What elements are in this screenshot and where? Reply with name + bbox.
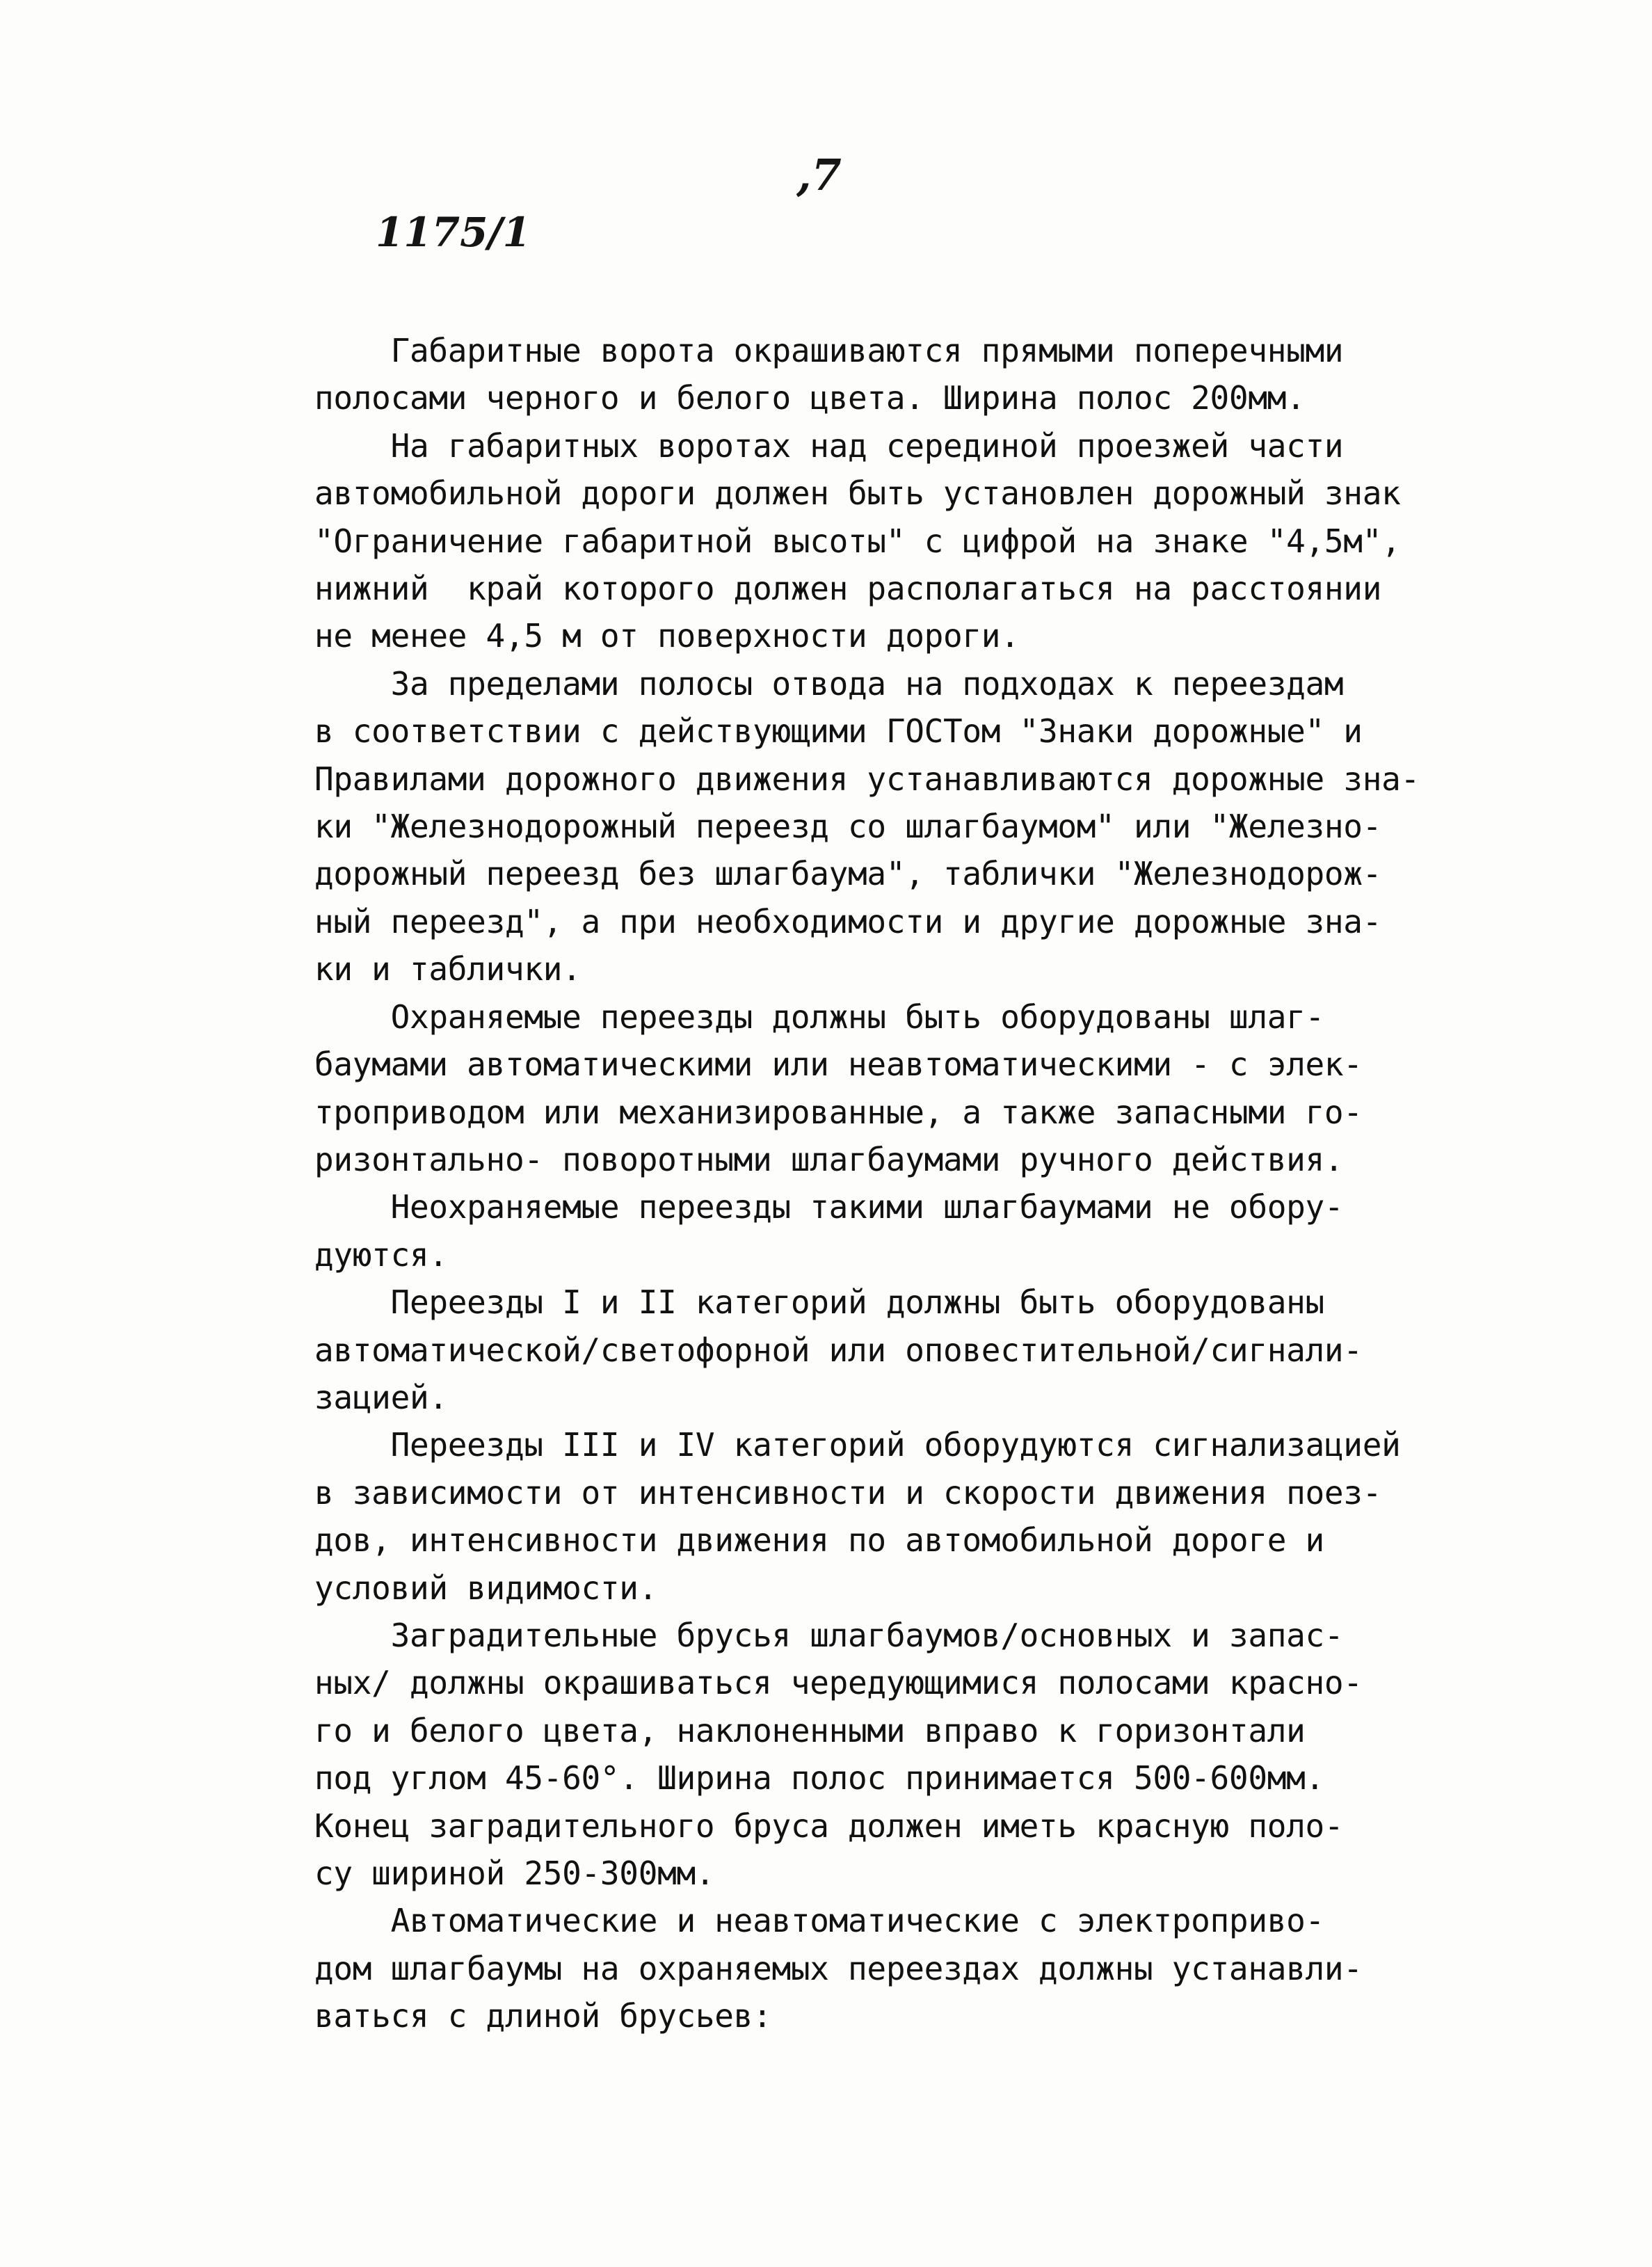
text-line: под углом 45-60°. Ширина полос принимается 500-600мм. — [314, 1759, 1324, 1797]
text-line: дов, интенсивности движения по автомобильной дороге и — [314, 1521, 1324, 1560]
text-line: в соответствии с действующими ГОСТом "Знаки дорожные" и — [314, 712, 1363, 751]
text-line: Конец заградительного бруса должен иметь красную поло- — [314, 1807, 1344, 1845]
text-line: су шириной 250-300мм. — [314, 1855, 715, 1892]
text-line: го и белого цвета, наклоненными вправо к горизонтали — [314, 1711, 1306, 1749]
page-number: ,7 — [796, 150, 842, 200]
text-line: ризонтально- поворотными шлагбаумами ручного действия. — [314, 1140, 1344, 1178]
text-line: троприводом или механизированные, а также запасными го- — [314, 1093, 1363, 1131]
text-line: Переезды III и IV категорий оборудуются сигнализацией — [314, 1426, 1401, 1464]
text-line: автомобильной дороги должен быть установлен дорожный знак — [314, 474, 1401, 513]
text-line: ных/ должны окрашиваться чередующимися полосами красно- — [314, 1664, 1363, 1702]
text-line: Габаритные ворота окрашиваются прямыми поперечными — [314, 332, 1344, 369]
text-line: На габаритных воротах над серединой проезжей части — [314, 426, 1344, 465]
body-text — [314, 327, 1455, 2040]
text-line: зацией. — [314, 1378, 448, 1416]
text-line: баумами автоматическими или неавтоматическими - с элек- — [314, 1046, 1363, 1084]
text-line: дорожный переезд без шлагбаума", таблички "Железнодорож- — [314, 855, 1382, 893]
text-line: ный переезд", а при необходимости и другие дорожные зна- — [314, 902, 1382, 940]
text-line: дом шлагбаумы на охраняемых переездах должны устанавли- — [314, 1949, 1363, 1987]
text-line: дуются. — [314, 1235, 448, 1274]
document-code: 1175/1 — [376, 209, 531, 256]
text-line: условий видимости. — [314, 1569, 658, 1607]
text-line: автоматической/светофорной или оповестительной/сигнали- — [314, 1331, 1363, 1369]
text-line: не менее 4,5 м от поверхности дороги. — [314, 617, 1020, 655]
text-line: ваться с длиной брусьев: — [314, 1997, 772, 2035]
text-line: ки и таблички. — [314, 950, 582, 988]
text-line: нижний край которого должен располагаться на расстоянии — [314, 570, 1382, 608]
text-line: Переезды I и II категорий должны быть оборудованы — [314, 1283, 1324, 1322]
text-line: "Ограничение габаритной высоты" с цифрой на знаке "4,5м", — [314, 522, 1401, 560]
text-line: Заградительные брусья шлагбаумов/основных и запас- — [314, 1616, 1344, 1654]
text-line: Автоматические и неавтоматические с электроприво- — [314, 1902, 1324, 1940]
text-line: полосами черного и белого цвета. Ширина полос 200мм. — [314, 379, 1306, 417]
text-line: Охраняемые переезды должны быть оборудованы шлаг- — [314, 998, 1324, 1036]
text-line: в зависимости от интенсивности и скорости движения поез- — [314, 1473, 1382, 1512]
text-line: За пределами полосы отвода на подходах к переездам — [314, 664, 1344, 703]
text-line: ки "Железнодорожный переезд со шлагбаумом" или "Железно- — [314, 808, 1382, 846]
text-line: Правилами дорожного движения устанавливаются дорожные зна- — [314, 760, 1420, 798]
text-line: Неохраняемые переезды такими шлагбаумами не обору- — [314, 1188, 1344, 1226]
